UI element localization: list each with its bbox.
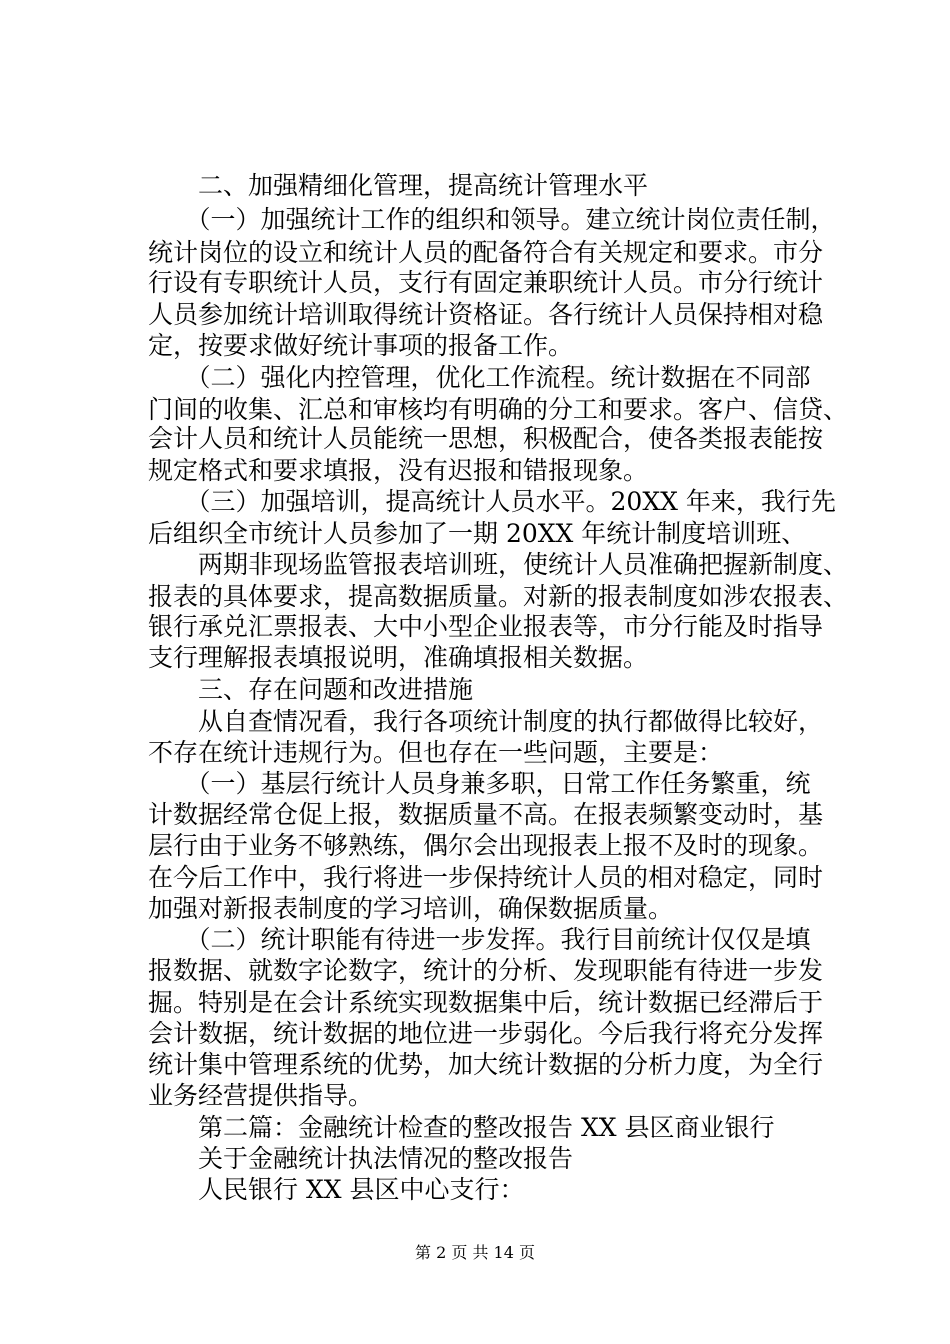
text-line: 银行承兑汇票报表、大中小型企业报表等，市分行能及时指导 bbox=[148, 612, 824, 641]
text-line: 从自查情况看，我行各项统计制度的执行都做得比较好， bbox=[148, 707, 824, 736]
section-heading: 第二篇：金融统计检查的整改报告 XX 县区商业银行 bbox=[148, 1113, 775, 1142]
text-line: 不存在统计违规行为。但也存在一些问题，主要是： bbox=[148, 738, 724, 767]
text-line: 定，按要求做好统计事项的报备工作。 bbox=[148, 331, 574, 360]
text-line: （一）加强统计工作的组织和领导。建立统计岗位责任制， bbox=[148, 205, 836, 234]
text-line: 报数据、就数字论数字，统计的分析、发现职能有待进一步发 bbox=[148, 956, 824, 985]
text-line: 业务经营提供指导。 bbox=[148, 1081, 374, 1110]
text-line: 支行理解报表填报说明，准确填报相关数据。 bbox=[148, 643, 649, 672]
text-line: 三、存在问题和改进措施 bbox=[148, 675, 474, 704]
text-line: 计数据经常仓促上报，数据质量不高。在报表频繁变动时，基 bbox=[148, 800, 824, 829]
text-line: （一）基层行统计人员身兼多职，日常工作任务繁重，统 bbox=[148, 769, 811, 798]
text-line: 二、加强精细化管理，提高统计管理水平 bbox=[148, 171, 649, 200]
report-title: 关于金融统计执法情况的整改报告 bbox=[148, 1144, 574, 1173]
addressee-line: 人民银行 XX 县区中心支行： bbox=[148, 1175, 525, 1204]
text-line: 两期非现场监管报表培训班，使统计人员准确把握新制度、 bbox=[148, 550, 849, 579]
text-line: 人员参加统计培训取得统计资格证。各行统计人员保持相对稳 bbox=[148, 300, 824, 329]
text-line: 会计人员和统计人员能统一思想，积极配合，使各类报表能按 bbox=[148, 424, 824, 453]
text-line: 门间的收集、汇总和审核均有明确的分工和要求。客户、信贷、 bbox=[148, 395, 849, 424]
text-line: 后组织全市统计人员参加了一期 20XX 年统计制度培训班、 bbox=[148, 519, 807, 548]
text-line: 会计数据，统计数据的地位进一步弱化。今后我行将充分发挥 bbox=[148, 1019, 824, 1048]
text-line: （三）加强培训，提高统计人员水平。20XX 年来，我行先 bbox=[148, 487, 836, 516]
text-line: 在今后工作中，我行将进一步保持统计人员的相对稳定，同时 bbox=[148, 863, 824, 892]
text-line: （二）强化内控管理，优化工作流程。统计数据在不同部 bbox=[148, 363, 811, 392]
text-line: 掘。特别是在会计系统实现数据集中后，统计数据已经滞后于 bbox=[148, 988, 824, 1017]
text-line: 统计岗位的设立和统计人员的配备符合有关规定和要求。市分 bbox=[148, 238, 824, 267]
page-footer: 第 2 页 共 14 页 bbox=[415, 1243, 535, 1262]
text-line: 统计集中管理系统的优势，加大统计数据的分析力度，为全行 bbox=[148, 1050, 824, 1079]
text-line: 报表的具体要求，提高数据质量。对新的报表制度如涉农报表、 bbox=[148, 582, 849, 611]
text-line: 层行由于业务不够熟练，偶尔会出现报表上报不及时的现象。 bbox=[148, 831, 824, 860]
text-line: 规定格式和要求填报，没有迟报和错报现象。 bbox=[148, 456, 649, 485]
text-line: （二）统计职能有待进一步发挥。我行目前统计仅仅是填 bbox=[148, 925, 811, 954]
text-line: 加强对新报表制度的学习培训，确保数据质量。 bbox=[148, 894, 674, 923]
text-line: 行设有专职统计人员，支行有固定兼职统计人员。市分行统计 bbox=[148, 268, 824, 297]
